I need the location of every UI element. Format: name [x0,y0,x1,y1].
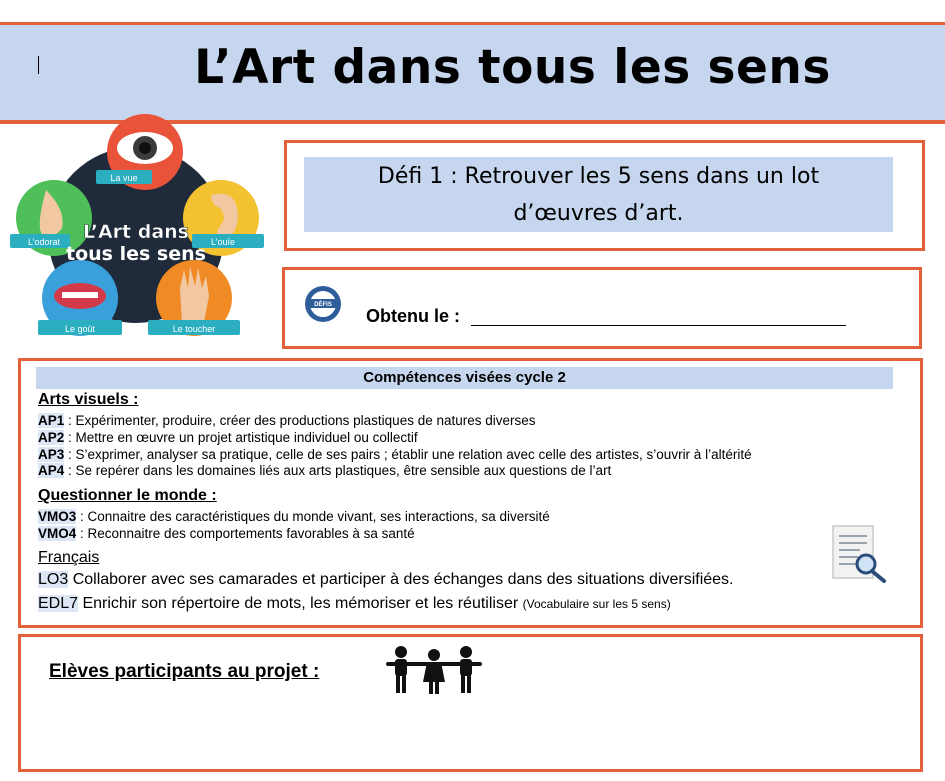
competence-vmo3 [38,509,550,524]
eleves-label: Elèves participants au projet : [49,661,320,682]
competence-lo3 [38,571,734,589]
competence-text: : Se repérer dans les domaines liés aux arts plastiques, être sensible aux questions de l’art [64,463,612,478]
page-title: L’Art dans tous les sens [194,40,831,95]
competence-code: EDL7 [38,595,79,612]
questionner-monde-title: Questionner le monde : [38,487,217,504]
defi-line-2: d’œuvres d’art. [513,201,684,226]
arts-visuels-title: Arts visuels : [38,391,139,408]
competence-text: Collaborer avec ses camarades et participer à des échanges dans des situations diversifiées. [68,571,734,588]
logo-label-vue: La vue [110,173,138,183]
logo-label-gout: Le goût [64,324,96,334]
competence-text: : Connaitre des caractéristiques du monde vivant, ses interactions, sa diversité [76,509,550,524]
five-senses-logo [6,110,268,348]
obtenu-date-line[interactable] [471,325,846,326]
competence-code: AP4 [38,463,65,478]
obtenu-label: Obtenu le : [366,306,460,326]
competence-ap1 [38,413,536,428]
logo-title-line2: tous les sens [66,243,206,265]
competences-header: Compétences visées cycle 2 [36,367,893,389]
competence-code: VMO3 [38,509,77,524]
competence-edl7 [38,595,671,613]
francais-title: Français [38,549,100,566]
defi-line-1: Défi 1 : Retrouver les 5 sens dans un lot [377,164,820,189]
competence-ap3 [38,447,752,462]
badge-text: DÉFIS [314,302,332,308]
competence-text: Enrichir son répertoire de mots, les mémoriser et les réutiliser [78,595,523,612]
competence-vmo4 [38,526,415,541]
defi-badge-icon [300,284,346,324]
competence-code: AP2 [38,430,65,445]
competence-text: : Expérimenter, produire, créer des productions plastiques de natures diverses [64,413,536,428]
competence-ap4 [38,463,611,478]
competence-text: : Mettre en œuvre un projet artistique individuel ou collectif [64,430,418,445]
competence-text: : Reconnaitre des comportements favorables à sa santé [76,526,415,541]
competence-code: VMO4 [38,526,77,541]
logo-label-toucher: Le toucher [172,324,216,334]
competence-ap2 [38,430,418,445]
logo-label-odorat: L’odorat [27,237,61,247]
document-search-icon [830,524,888,584]
logo-title-line1: L’Art dans [83,221,189,243]
logo-label-ouie: L’ouïe [210,237,236,247]
defi-text [304,158,893,232]
competence-code: AP3 [38,447,65,462]
children-group-icon [384,644,484,696]
competence-code: LO3 [38,571,69,588]
competence-note: (Vocabulaire sur les 5 sens) [522,597,671,611]
competence-text: : S’exprimer, analyser sa pratique, celle de ses pairs ; établir une relation avec celle des artistes, s’ouvrir à l’altérité [64,447,752,462]
competence-code: AP1 [38,413,65,428]
